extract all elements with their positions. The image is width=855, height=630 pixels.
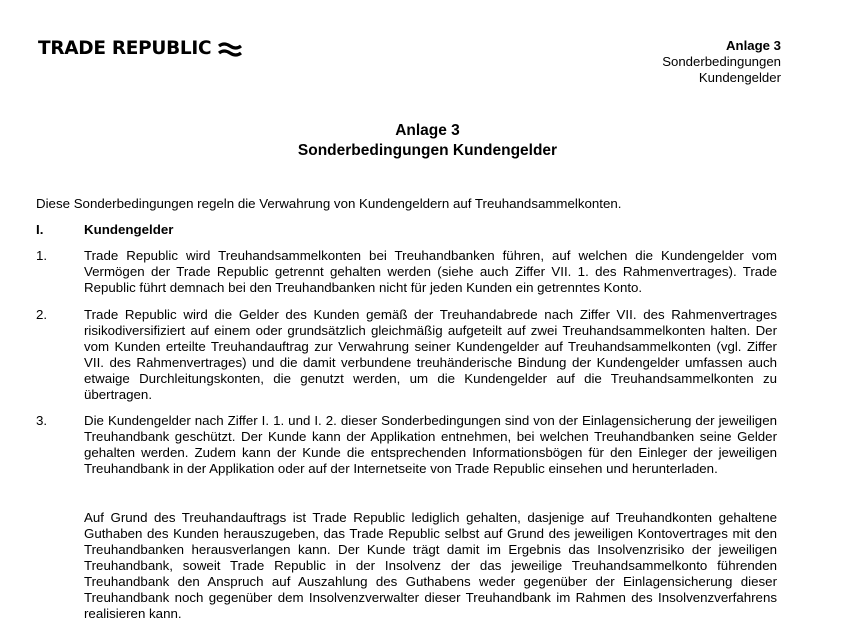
section-number: I. xyxy=(36,222,44,237)
paragraph-number: 1. xyxy=(36,248,48,263)
paragraph-text: Trade Republic wird Treuhandsammelkonten bei Treuhandbanken führen, auf welchen die Kundengelder vom Vermögen der Trade Republic getrennt gehalten werden (siehe auch Ziffer VII. 1. des Rahmenvertrages). Trade Republic führt demnach bei den Treuhandbanken nicht für jeden Kunden ein getrenntes Konto. xyxy=(84,248,777,295)
paragraph-number: 2. xyxy=(36,307,48,322)
trade-republic-logo xyxy=(38,38,242,60)
header-subject-label: Kundengelder xyxy=(698,70,781,85)
section-title: Kundengelder xyxy=(84,222,174,237)
paragraph-text: Die Kundengelder nach Ziffer I. 1. und I. 2. dieser Sonderbedingungen sind von der Einlagensicherung der jeweiligen Treuhandbank geschützt. Der Kunde kann der Applikation entnehmen, bei welchen Treuhandbanken seine Gelder gehalten werden. Zudem kann der Kunde die entsprechenden Informationsbögen für den Einleger der jeweiligen Treuhandbank in der Applikation oder auf der Internetseite von Trade Republic einsehen und herunterladen. xyxy=(84,413,777,476)
document-title-annex: Anlage 3 xyxy=(395,122,460,139)
paragraph-number: 3. xyxy=(36,413,48,428)
paragraph-text: Trade Republic wird die Gelder des Kunden gemäß der Treuhandabrede nach Ziffer VII. des Rahmenvertrages risikodiversifiziert auf einem oder grundsätzlich gleichmäßig aufgeteilt auf zwei Treuhandsammelkonten halten. Der vom Kunden erteilte Treuhandauftrag zur Verwahrung seiner Kundengelder auf Treuhandsammelkonten (vgl. Ziffer VII. des Rahmenvertrages) und die damit verbundene treuhänderische Bindung der Kundengelder umfassen auch etwaige Durchleitungskonten, die genutzt werden, um die Kundengelder auf die Treuhandsammelkonten zu übertragen. xyxy=(84,307,777,402)
document-title: Sonderbedingungen Kundengelder xyxy=(297,142,558,159)
wave-logo-icon xyxy=(218,42,242,57)
logo-text: TRADE REPUBLIC xyxy=(38,38,212,59)
intro-paragraph: Diese Sonderbedingungen regeln die Verwahrung von Kundengeldern auf Treuhandsammelkonten. xyxy=(36,196,622,211)
paragraph-text: Auf Grund des Treuhandauftrags ist Trade Republic lediglich gehalten, dasjenige auf Treuhandkonten gehaltene Guthaben des Kunden herauszugeben, das Trade Republic selbst auf Grund des jeweiligen Kontovertrages mit den Treuhandbanken herausverlangen kann. Der Kunde trägt damit im Ergebnis das Insolvenzrisiko der jeweiligen Treuhandbank, soweit Trade Republic in der Insolvenz der das jeweilige Treuhandsammelkonto führenden Treuhandbank den Anspruch auf Auszahlung des Guthabens weder gegenüber der Einlagensicherung dieser Treuhandbank noch gegenüber dem Insolvenzverwalter dieser Treuhandbank im Rahmen des Insolvenzverfahrens realisieren kann. xyxy=(84,510,777,621)
header-annex-label: Anlage 3 xyxy=(726,38,781,53)
header-conditions-label: Sonderbedingungen xyxy=(662,54,781,69)
header-document-info xyxy=(662,38,781,86)
